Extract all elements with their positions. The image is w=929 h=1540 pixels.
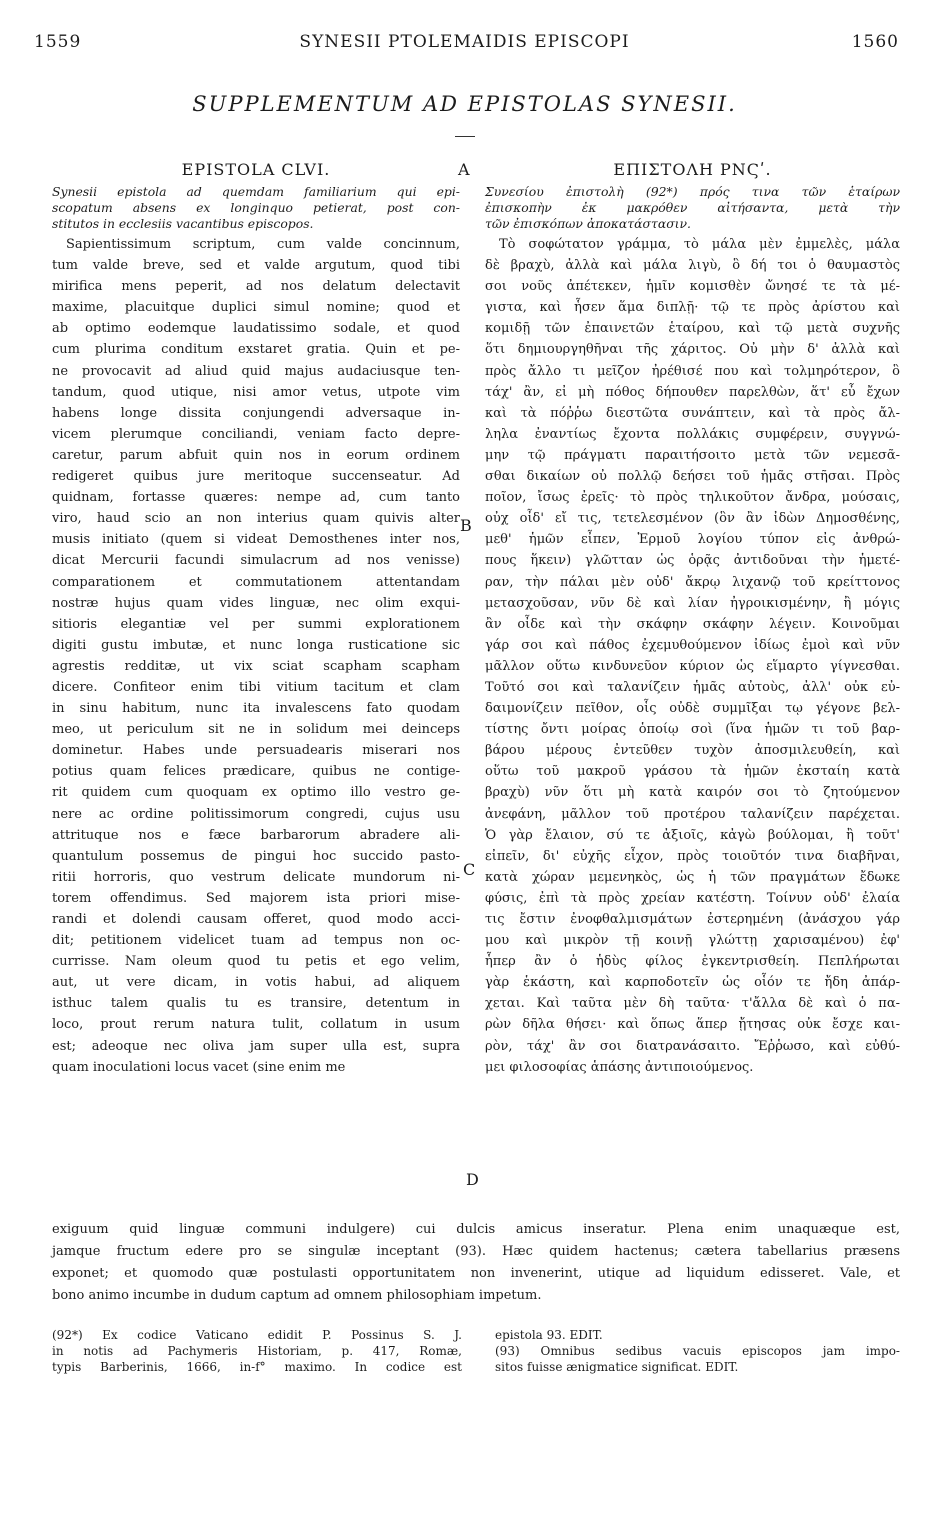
latin-heading: EPISTOLA CLVI. [181, 160, 331, 179]
text-line: Sapientissimum scriptum, cum valde concinnum, [66, 237, 460, 252]
text-line: σθαι δικαίων οὐ πολλῷ δεήσει τοῦ ἡμᾶς στῆσαι. Πρὸς [485, 469, 900, 485]
supplement-title: SUPPLEMENTUM AD EPISTOLAS SYNESII. [192, 92, 737, 116]
text-line: ab optimo eodemque laudatissimo sodale, et quod [52, 321, 460, 337]
text-line: μου καὶ μικρὸν τῇ κοινῇ γλώττῃ χαρισαμένου) ἐφ' [485, 933, 900, 949]
greek-body [485, 234, 900, 1078]
text-line: κατὰ χώραν μεμενηκὸς, ὡς ἡ τῶν πραγμάτων ἔδωκε [485, 869, 900, 885]
margin-letter-b: B [460, 516, 472, 535]
text-line: currisse. Nam oleum quod tu petis et ego velim, [52, 954, 460, 970]
text-line: comparationem et commutationem attentandam [52, 574, 460, 590]
text-line: nere ac ordine politissimorum congredi, cujus usu [52, 806, 460, 822]
margin-letter-c: C [463, 860, 476, 879]
text-line: quantulum possemus de pingui hoc succido pasto- [52, 848, 460, 864]
summary-line: τῶν ἐπισκόπων ἀποκατάστασιν. [485, 216, 691, 231]
greek-summary [485, 184, 900, 232]
text-line: vicem plerumque conciliandi, veniam facto depre- [52, 426, 460, 442]
text-line: φύσις, ἐπὶ τὰ πρὸς χρείαν κατέστη. Τοίνυν οὐδ' ἐλαία [485, 890, 900, 906]
text-line: ραν, τὴν πάλαι μὲν οὐδ' ἄκρῳ λιχανῷ τοῦ κρείττονος [485, 574, 900, 590]
text-line: ἂν οἶδε καὶ τὴν σκάφην σκάφην λέγειν. Κοινοῦμαι [485, 616, 900, 632]
text-line: δαιμονίζειν πεῖθον, οἷς οὐδὲ συμμῖξαι τῳ γέγονε βελ- [485, 701, 900, 717]
footnotes-left [52, 1327, 462, 1375]
summary-line: Synesii epistola ad quemdam familiarium qui epi- [52, 184, 460, 199]
text-line: χεται. Καὶ ταῦτα μὲν δὴ ταῦτα· τ'ἄλλα δὲ καὶ ὁ πα- [485, 996, 900, 1012]
text-line: est; adeoque nec oliva jam super ulla est, supra [52, 1038, 460, 1054]
text-line: μᾶλλον οὕτω κινδυνεῦον κύριον ὡς εἵμαρτο γίγνεσθαι. [485, 658, 900, 674]
text-line: randi et dolendi causam offeret, quod modo acci- [52, 912, 460, 927]
text-line: τις ἔστιν ἐνοφθαλμισμάτων ἐστερημένη (ἀνάσχου γάρ [485, 912, 900, 927]
text-line: ne provocavit ad aliud quid majus audaciusque ten- [52, 363, 460, 379]
text-line: tum valde breve, sed et valde argutum, quod tibi [52, 258, 460, 274]
text-line: redigeret quibus jure meritoque succenseatur. Ad [52, 469, 460, 485]
text-line: quam inoculationi locus vacet (sine enim me [52, 1059, 346, 1075]
page-number-right: 1560 [851, 32, 899, 52]
page-number-left: 1559 [34, 32, 82, 52]
text-line: Ὁ γὰρ ἔλαιον, σύ τε ἀξιοῖς, κἀγὼ βούλομαι, ἢ τοῦτ' [485, 827, 900, 843]
text-line: agrestis redditæ, ut vix sciat scapham scapham [52, 658, 460, 674]
text-line: σοι νοῦς ἀπέτεκεν, ἡμῖν κομισθὲν ὤνησέ τε τὰ μέ- [485, 279, 900, 295]
text-line: πρὸς ἄλλο τι μεῖζον ἠρέθισέ που καὶ τολμηρότερον, ὃ [485, 363, 900, 379]
text-line: Τοῦτό σοι καὶ ταλανίζειν ἡμᾶς αὐτοὺς, ἀλλ' οὐκ εὐ- [485, 679, 900, 695]
latin-body [52, 234, 460, 1078]
text-line: torem offendimus. Sed majorem ista priori mise- [52, 890, 460, 906]
title-rule [455, 136, 475, 137]
text-line: μει φιλοσοφίας ἁπάσης ἀντιποιούμενος. [485, 1059, 754, 1075]
text-line: βάρου μέρους ἐντεῦθεν τυχὸν ἀποσμιλευθείη, καὶ [485, 743, 900, 759]
text-line: γὰρ ἑκάστη, καὶ καρποδοτεῖν ὡς οἷόν τε ἤδη ἀπάρ- [485, 975, 900, 991]
text-line: ρὼν δῆλα θήσει· καὶ ὅπως ἅπερ ᾔτησας οὐκ ἔσχε και- [485, 1017, 900, 1033]
text-line: exiguum quid linguæ communi indulgere) cui dulcis amicus inseratur. Plena enim unaquæque est, [52, 1222, 900, 1237]
text-line: aut, ut vere dicam, in votis habui, ad aliquem [52, 975, 460, 991]
text-line: dicere. Confiteor enim tibi vitium tacitum et clam [52, 679, 460, 695]
text-line: jamque fructum edere pro se singulæ inceptant (93). Hæc quidem hactenus; cætera tabellarius præsens [52, 1244, 900, 1259]
latin-summary [52, 184, 460, 232]
text-line: loco, prout rerum natura tulit, collatum in usum [52, 1017, 460, 1033]
text-line: κομιδῇ τῶν ἐπαινετῶν ἑταίρου, καὶ τῷ μετὰ συχνῆς [485, 321, 900, 337]
text-line: bono animo incumbe in dudum captum ad omnem philosophiam impetum. [52, 1288, 542, 1303]
text-line: ληλα ἐναντίως ἔχοντα πολλάκις συμφέρειν, συγγνώ- [485, 426, 900, 442]
text-line: musis initiato (quem si videat Demosthenes inter nos, [52, 532, 460, 548]
text-line: ἀνεφάνη, μᾶλλον τοῦ προτέρου ταλανίζειν παρέχεται. [485, 806, 900, 822]
text-line: πους ἥκειν) γλῶτταν ὡς ὁρᾷς ἀντιδοῦναι τὴν ἡμετέ- [485, 553, 900, 569]
text-line: maxime, placuitque duplici simul nomine; quod et [52, 300, 460, 316]
text-line: βραχὺ) νῦν ὅτι μὴ κατὰ καιρόν σοι τὸ ζητούμενον [485, 785, 900, 801]
text-line: οὐχ οἶδ' εἴ τις, τετελεσμένον (ὃν ἂν ἰδὼν Δημοσθένης, [485, 511, 900, 527]
text-line: ἧπερ ἂν ὁ ἡδὺς φίλος ἐγκεντρισθείη. Πεπλήρωται [485, 954, 900, 970]
footnote-line: (93) Omnibus sedibus vacuis episcopos jam impo- [495, 1344, 900, 1358]
text-line: εἰπεῖν, δι' εὐχῆς εἶχον, πρὸς τοιοῦτόν τινα διαβῆναι, [485, 848, 900, 864]
footnote-line: in notis ad Pachymeris Historiam, p. 417, Romæ, [52, 1344, 462, 1358]
text-line: rit quidem cum quoquam ex optimo illo vestro ge- [52, 785, 460, 801]
footnotes-right [495, 1327, 900, 1375]
footnote-line: (92*) Ex codice Vaticano edidit P. Possinus S. J. [52, 1328, 462, 1342]
greek-column [485, 160, 900, 1078]
text-line: cum plurima conditum exstaret gratia. Quin et pe- [52, 342, 460, 358]
full-width-text [52, 1219, 900, 1307]
text-line: isthuc talem qualis tu es transire, detentum in [52, 996, 460, 1012]
latin-column [52, 160, 460, 1078]
text-line: digiti gustu imbutæ, et nunc longa rusticatione sic [52, 637, 460, 653]
text-line: dit; petitionem videlicet tuam ad tempus non oc- [52, 933, 460, 949]
text-line: viro, haud scio an non interius quam quivis alter [52, 511, 460, 527]
text-line: in sinu habitum, nunc ita invalescens fato quodam [52, 701, 460, 717]
text-line: γάρ σοι καὶ πάθος ἐχεμυθούμενον ἰδίως ἐμοὶ καὶ νῦν [485, 637, 900, 653]
text-line: τάχ' ἂν, εἰ μὴ πόθος δήπουθεν παρελθὼν, ἅτ' εὖ ἔχων [485, 384, 900, 400]
text-line: τίστης ὄντι μοίρας ὁποίῳ σοὶ (ἵνα ἡμῶν τι τοῦ βαρ- [485, 722, 900, 738]
text-line: potius quam felices prædicare, quibus ne contige- [52, 764, 460, 780]
text-line: ritii horroris, quo vestrum delicate mundorum ni- [52, 869, 460, 885]
footnote-line: typis Barberinis, 1666, in-f° maximo. In codice est [52, 1360, 462, 1374]
greek-heading: ΕΠΙΣΤΟΛΗ ΡΝϚʹ. [613, 160, 772, 179]
text-line: γιστα, καὶ ἧσεν ἅμα διπλῇ· τῷ τε πρὸς ἀρίστου καὶ [485, 300, 900, 316]
text-line: ποῖον, ἴσως ἐρεῖς· τὸ πρὸς τηλικοῦτον ἄνδρα, μούσαις, [485, 490, 900, 506]
text-line: meo, ut periculum sit ne in solidum mei deinceps [52, 722, 460, 738]
text-line: μην τῷ πράγματι παραιτήσοιτο μετὰ τῶν νεμεσᾶ- [485, 447, 900, 463]
text-line: caretur, parum abfuit quin nos in eorum ordinem [52, 447, 460, 463]
text-line: μετασχοῦσαν, νῦν δὲ καὶ λίαν ἠγροικισμένην, ἢ μόγις [485, 595, 900, 611]
text-line: μεθ' ἡμῶν εἶπεν, Ἑρμοῦ λογίου τύπον εἰς ἀνθρώ- [485, 532, 900, 548]
text-line: δὲ βραχὺ, ἀλλὰ καὶ μάλα λιγὺ, ὃ δή τοι ὁ θαυμαστὸς [485, 258, 900, 274]
text-line: dominetur. Habes unde persuadearis miserari nos [52, 743, 460, 759]
text-line: καὶ τὰ πόῤῥω διεστῶτα συνάπτειν, καὶ τὰ πρὸς ἄλ- [485, 405, 900, 421]
text-line: attrituque nos e fæce barbarorum abradere ali- [52, 827, 460, 843]
summary-line: Συνεσίου ἐπιστολὴ (92*) πρός τινα τῶν ἑταίρων [485, 184, 900, 199]
text-line: nostræ hujus quam vides linguæ, nec olim exqui- [52, 595, 460, 611]
text-line: quidnam, fortasse quæres: nempe ad, cum tanto [52, 490, 460, 506]
margin-letter-a: A [458, 160, 470, 179]
summary-line: scopatum absens ex longinquo petierat, post con- [52, 200, 460, 215]
text-line: mirifica mens peperit, ad nos delatum delectavit [52, 279, 460, 295]
summary-line: ἐπισκοπὴν ἐκ μακρόθεν αἰτήσαντα, μετὰ τὴν [485, 200, 900, 215]
text-line: dicat Mercurii facundi simulacrum ad nos venisse) [52, 553, 460, 569]
text-line: ὅτι δημιουργηθῆναι τῆς χάριτος. Οὐ μὴν δ' ἀλλὰ καὶ [485, 342, 900, 358]
text-line: Τὸ σοφώτατον γράμμα, τὸ μάλα μὲν ἐμμελὲς, μάλα [499, 237, 900, 252]
text-line: habens longe dissita conjungendi adversaque in- [52, 405, 460, 421]
margin-letter-d: D [466, 1170, 479, 1189]
text-line: ρὸν, τάχ' ἂν σοι διατρανάσαιτο. Ἔῤῥωσο, καὶ εὐθύ- [485, 1038, 900, 1054]
text-line: tandum, quod utique, nisi amor vetus, utpote vim [52, 384, 460, 400]
footnote-line: epistola 93. EDIT. [495, 1328, 603, 1342]
text-line: exponet; et quomodo quæ postulasti opportunitatem non invenerint, utique ad liquidum edisseret. Vale, et [52, 1266, 900, 1281]
running-title: SYNESII PTOLEMAIDIS EPISCOPI [299, 32, 630, 52]
footnote-line: sitos fuisse ænigmatice significat. EDIT. [495, 1360, 739, 1374]
summary-line: stitutos in ecclesiis vacantibus episcopos. [52, 216, 314, 231]
text-line: sitioris elegantiæ vel per summi explorationem [52, 616, 460, 632]
text-line: οὕτω τοῦ μακροῦ γράσου τὰ ἡμῶν ἐκσταίη κατὰ [485, 764, 900, 780]
